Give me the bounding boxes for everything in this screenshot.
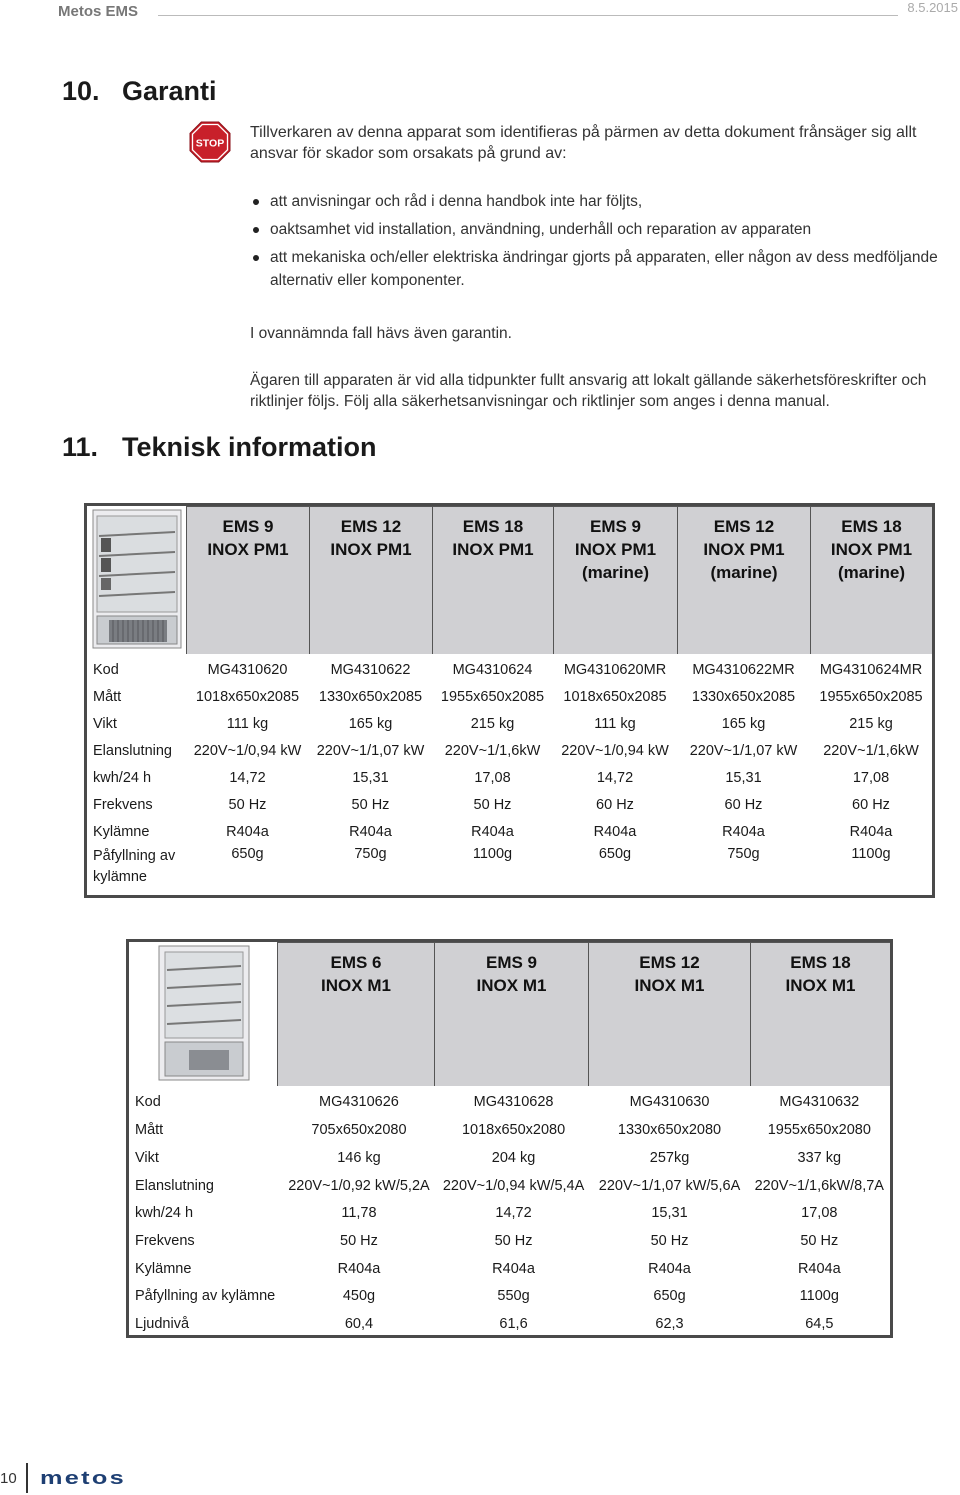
table-cell: R404a <box>226 824 269 840</box>
document-date: 8.5.2015 <box>907 0 958 15</box>
table-cell: 64,5 <box>805 1315 834 1332</box>
table-cell: 220V~1/0,94 kW <box>193 742 302 759</box>
list-item: oaktsamhet vid installation, användning, underhåll och reparation av apparaten <box>250 218 960 241</box>
table-cell: MG4310622 <box>330 661 411 678</box>
row-label: Kod <box>135 1094 161 1110</box>
table-cell: R404a <box>471 824 514 840</box>
table-row <box>129 1227 890 1255</box>
row-label: Kod <box>93 661 119 678</box>
row-label: Mått <box>93 688 122 705</box>
table-row <box>87 710 932 737</box>
table-row <box>129 1088 890 1116</box>
table-cell: 61,6 <box>499 1315 528 1332</box>
column-header: EMS 9 INOX PM1 (marine) <box>553 506 677 654</box>
table-cell: MG4310628 <box>473 1094 554 1110</box>
table-cell: 60,4 <box>344 1315 374 1332</box>
table-row <box>87 656 932 683</box>
table-row <box>129 1144 890 1172</box>
row-label: Elanslutning <box>93 742 172 759</box>
table-cell: 1100g <box>472 846 513 862</box>
table-cell: 220V~1/1,6kW/8,7A <box>754 1177 884 1194</box>
table-cell: 60 Hz <box>852 796 890 813</box>
warranty-intro: Tillverkaren av denna apparat som identifieras på pärmen av detta dokument frånsäger sig allt ansvar för skador som orsakats på grund av: <box>250 124 917 162</box>
table-cell: 165 kg <box>721 715 766 732</box>
column-header: EMS 18 INOX PM1 <box>432 506 553 654</box>
row-label: kwh/24 h <box>135 1205 194 1221</box>
section-title: Garanti <box>122 76 217 106</box>
spec-table-pm1 <box>87 656 932 894</box>
table-row <box>129 1199 890 1227</box>
section-number: 11. <box>62 432 99 462</box>
table-cell: 220V~1/1,07 kW <box>689 742 798 759</box>
table-cell: 220V~1/0,92 kW/5,2A <box>288 1177 430 1194</box>
section-11-heading <box>62 432 377 463</box>
table-cell: 650g <box>653 1288 686 1304</box>
table-cell: 111 kg <box>594 715 636 732</box>
table-cell: 204 kg <box>491 1150 536 1166</box>
table-cell: 50 Hz <box>473 796 512 813</box>
table-cell: MG4310630 <box>629 1094 710 1110</box>
table-cell: 165 kg <box>348 715 393 732</box>
section-title: Teknisk information <box>122 432 377 462</box>
table-cell: 1330x650x2080 <box>617 1122 722 1138</box>
table-cell: 17,08 <box>852 769 890 786</box>
warranty-exclusions-list <box>250 190 960 297</box>
table-cell: 14,72 <box>495 1205 532 1221</box>
table-cell: 220V~1/1,6kW <box>444 742 541 759</box>
table-cell: 1330x650x2085 <box>318 688 423 705</box>
table-cell: R404a <box>492 1260 535 1277</box>
table-cell: 1100g <box>799 1288 839 1304</box>
table-cell: 1018x650x2085 <box>563 688 667 705</box>
table-cell: 705x650x2080 <box>311 1122 407 1138</box>
table-cell: 1955x650x2080 <box>767 1122 871 1138</box>
table-row <box>129 1282 890 1310</box>
row-label: Frekvens <box>93 796 153 813</box>
table-row <box>87 764 932 791</box>
page-number: 10 <box>0 1470 17 1487</box>
table-cell: 15,31 <box>651 1205 688 1221</box>
section-10-heading <box>62 76 217 107</box>
row-label: Kylämne <box>135 1260 192 1277</box>
table-cell: 450g <box>342 1288 376 1304</box>
table-cell: 111 kg <box>226 715 269 732</box>
table-row <box>129 1255 890 1282</box>
table-cell: 220V~1/0,94 kW <box>561 742 669 759</box>
table-cell: R404a <box>722 824 765 840</box>
table-cell: MG4310620MR <box>563 661 667 678</box>
table-cell: 17,08 <box>474 769 511 786</box>
table-cell: 220V~1/0,94 kW/5,4A <box>442 1177 585 1194</box>
table-cell: 17,08 <box>801 1205 838 1221</box>
table-cell: MG4310620 <box>207 661 288 678</box>
table-cell: 50 Hz <box>650 1233 689 1249</box>
table-cell: R404a <box>593 824 637 840</box>
table-cell: 15,31 <box>352 769 389 786</box>
table-row <box>87 818 932 846</box>
stop-sign-label: STOP <box>195 137 225 150</box>
table-cell: 1955x650x2085 <box>819 688 923 705</box>
table-cell: MG4310622MR <box>692 661 795 678</box>
table-cell: R404a <box>849 824 893 840</box>
table-cell: 550g <box>497 1288 530 1304</box>
table-cell: MG4310632 <box>779 1094 860 1110</box>
display-cabinet-icon <box>129 942 277 1086</box>
table-cell: MG4310624 <box>452 661 533 678</box>
table-cell: 15,31 <box>725 769 762 786</box>
column-header: EMS 9 INOX M1 <box>434 942 588 1086</box>
warranty-void-note: I ovannämnda fall hävs även garantin. <box>250 325 512 342</box>
table-row <box>87 791 932 818</box>
table-row <box>87 846 932 894</box>
row-label: Kylämne <box>93 824 150 840</box>
table-cell: 650g <box>598 846 632 862</box>
table-cell: MG4310626 <box>319 1094 399 1110</box>
table-row <box>129 1172 890 1199</box>
row-label: Påfyllning av kylämne <box>93 848 176 885</box>
product-image-pm1 <box>87 506 186 654</box>
table-cell: 750g <box>727 846 760 862</box>
svg-text:metos: metos <box>40 1471 127 1489</box>
table-cell: 50 Hz <box>351 796 390 813</box>
metos-logo <box>40 1471 156 1489</box>
spec-table-m1 <box>129 1088 890 1337</box>
table-cell: 1018x650x2085 <box>195 688 300 705</box>
table-cell: 220V~1/1,07 kW <box>316 742 425 759</box>
table-cell: R404a <box>797 1260 841 1277</box>
header-rule <box>158 15 898 16</box>
table-row <box>129 1310 890 1337</box>
table-cell: 146 kg <box>337 1150 381 1166</box>
stop-sign-icon <box>189 121 231 163</box>
table-cell: 257kg <box>649 1150 690 1166</box>
table-cell: 337 kg <box>797 1150 842 1166</box>
list-item: att anvisningar och råd i denna handbok inte har följts, <box>250 190 960 213</box>
table-cell: R404a <box>648 1260 691 1277</box>
column-header: EMS 9 INOX PM1 <box>186 506 309 654</box>
table-cell: R404a <box>349 824 392 840</box>
table-row <box>129 1116 890 1144</box>
table-cell: 650g <box>231 846 264 862</box>
row-label: kwh/24 h <box>93 769 152 786</box>
document-title: Metos EMS <box>58 3 139 20</box>
table-cell: R404a <box>337 1260 381 1277</box>
display-cabinet-icon <box>87 506 186 654</box>
column-header: EMS 18 INOX M1 <box>750 942 890 1086</box>
table-cell: 215 kg <box>849 715 893 732</box>
column-header: EMS 12 INOX PM1 (marine) <box>677 506 810 654</box>
table-cell: 1330x650x2085 <box>691 688 796 705</box>
table-cell: 220V~1/1,6kW <box>823 742 919 759</box>
table-cell: 1018x650x2080 <box>461 1122 566 1138</box>
owner-responsibility-note: Ägaren till apparaten är vid alla tidpunkter fullt ansvarig att lokalt gällande säkerhetsföreskrifter och riktlinjer följs. Följ alla säkerhetsanvisningar och riktlinjer som anges i denna manual. <box>250 372 927 410</box>
table-cell: 60 Hz <box>724 796 763 813</box>
table-cell: 50 Hz <box>228 796 267 813</box>
row-label: Frekvens <box>135 1233 195 1249</box>
column-header: EMS 18 INOX PM1 (marine) <box>810 506 932 654</box>
table-cell: 14,72 <box>596 769 634 786</box>
table-row <box>87 737 932 764</box>
column-header: EMS 12 INOX PM1 <box>309 506 432 654</box>
table-cell: 1955x650x2085 <box>440 688 545 705</box>
column-header: EMS 6 INOX M1 <box>277 942 434 1086</box>
table-cell: 750g <box>354 846 387 862</box>
footer-divider <box>26 1463 28 1493</box>
table-cell: 11,78 <box>341 1205 377 1221</box>
row-label: Mått <box>135 1122 164 1138</box>
table-cell: 60 Hz <box>596 796 634 813</box>
row-label: Vikt <box>93 715 117 732</box>
row-label: Elanslutning <box>135 1177 214 1194</box>
table-cell: MG4310624MR <box>819 661 923 678</box>
table-cell: 220V~1/1,07 kW/5,6A <box>598 1177 741 1194</box>
table-cell: 50 Hz <box>800 1233 839 1249</box>
row-label: Vikt <box>135 1150 159 1166</box>
table-row <box>87 683 932 710</box>
table-cell: 1100g <box>851 846 891 862</box>
table-cell: 14,72 <box>229 769 266 786</box>
section-number: 10. <box>62 76 100 106</box>
list-item: att mekaniska och/eller elektriska ändringar gjorts på apparaten, eller någon av dess medföljande alternativ eller komponenter. <box>250 246 960 292</box>
row-label: Ljudnivå <box>135 1315 190 1332</box>
column-header: EMS 12 INOX M1 <box>588 942 750 1086</box>
table-cell: 50 Hz <box>340 1233 378 1249</box>
table-cell: 215 kg <box>470 715 515 732</box>
table-cell: 50 Hz <box>494 1233 533 1249</box>
table-cell: 62,3 <box>655 1315 684 1332</box>
row-label: Påfyllning av kylämne <box>135 1288 276 1304</box>
product-image-m1 <box>129 942 277 1086</box>
